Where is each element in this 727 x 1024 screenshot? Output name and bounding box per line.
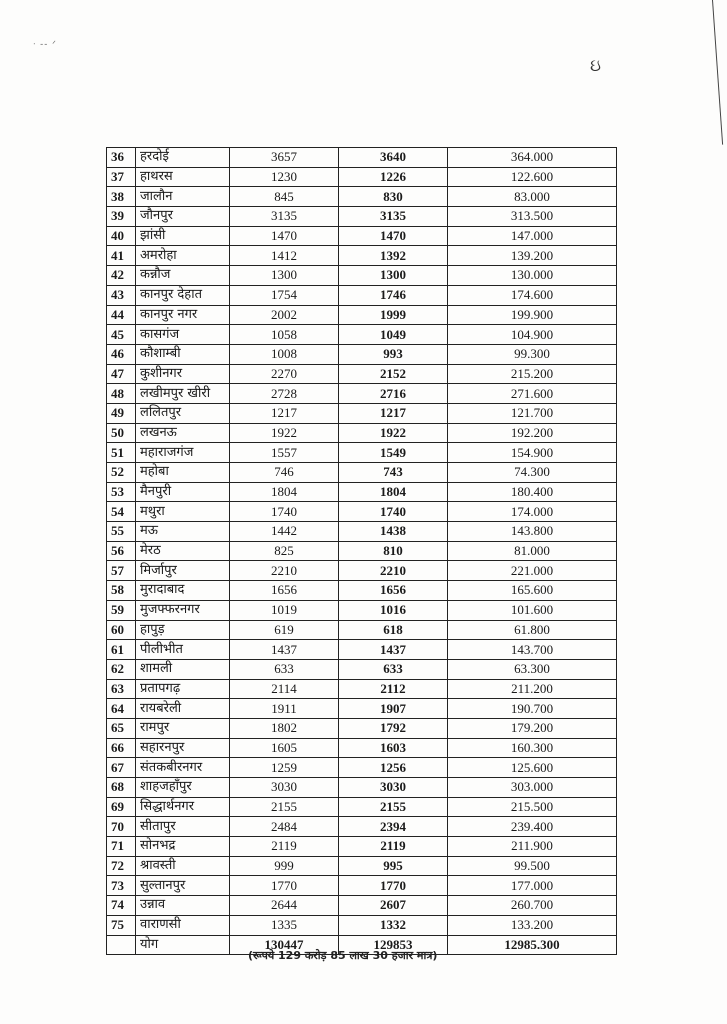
value-b-cell: 1603 [339,738,448,758]
value-b-cell: 618 [339,620,448,640]
table-row [107,246,617,266]
value-b-cell: 1438 [339,522,448,542]
serial-number-cell: 66 [107,738,136,758]
value-a-cell: 2155 [230,797,339,817]
serial-number-cell: 38 [107,187,136,207]
value-a-cell: 2484 [230,817,339,837]
value-b-cell: 1256 [339,758,448,778]
table-row [107,640,617,660]
district-name-cell: प्रतापगढ़ [136,679,230,699]
table-row [107,915,617,935]
serial-number-cell: 54 [107,502,136,522]
district-name-cell: हाथरस [136,167,230,187]
amount-cell: 83.000 [448,187,617,207]
value-b-cell: 1740 [339,502,448,522]
value-b-cell: 1804 [339,482,448,502]
serial-number-cell: 53 [107,482,136,502]
amount-cell: 61.800 [448,620,617,640]
table-row [107,876,617,896]
serial-number-cell: 50 [107,423,136,443]
value-a-cell: 2002 [230,305,339,325]
district-name-cell: जौनपुर [136,207,230,227]
district-name-cell: मैनपुरी [136,482,230,502]
serial-number-cell: 59 [107,600,136,620]
value-b-cell: 3030 [339,778,448,798]
table-row [107,167,617,187]
district-name-cell: मुरादाबाद [136,581,230,601]
amount-cell: 165.600 [448,581,617,601]
amount-cell: 147.000 [448,226,617,246]
value-a-cell: 2119 [230,837,339,857]
district-name-cell: झांसी [136,226,230,246]
district-name-cell: ललितपुर [136,403,230,423]
district-name-cell: शाहजहाँपुर [136,778,230,798]
value-a-cell: 1300 [230,266,339,286]
serial-number-cell: 63 [107,679,136,699]
table-row [107,758,617,778]
value-a-cell: 2210 [230,561,339,581]
table-row [107,325,617,345]
serial-number-cell: 56 [107,541,136,561]
value-a-cell: 1911 [230,699,339,719]
total-district-name-cell: योग [136,935,230,955]
serial-number-cell: 62 [107,659,136,679]
serial-number-cell: 73 [107,876,136,896]
value-b-cell: 1549 [339,443,448,463]
amount-cell: 221.000 [448,561,617,581]
table-row [107,581,617,601]
amount-cell: 211.200 [448,679,617,699]
table-row [107,148,617,168]
table-row [107,522,617,542]
value-a-cell: 746 [230,463,339,483]
serial-number-cell: 72 [107,856,136,876]
value-a-cell: 633 [230,659,339,679]
total-value-a-cell: 130447 [230,935,339,955]
amount-cell: 125.600 [448,758,617,778]
serial-number-cell: 70 [107,817,136,837]
serial-number-cell: 55 [107,522,136,542]
amount-cell: 215.500 [448,797,617,817]
table-row [107,207,617,227]
table-row [107,187,617,207]
district-name-cell: सहारनपुर [136,738,230,758]
district-name-cell: शामली [136,659,230,679]
serial-number-cell: 42 [107,266,136,286]
table-row [107,344,617,364]
value-a-cell: 619 [230,620,339,640]
district-name-cell: सीतापुर [136,817,230,837]
serial-number-cell: 46 [107,344,136,364]
value-a-cell: 1470 [230,226,339,246]
district-name-cell: लखीमपुर खीरी [136,384,230,404]
value-b-cell: 2152 [339,364,448,384]
district-allocation-table [106,147,617,955]
district-name-cell: कुशीनगर [136,364,230,384]
value-b-cell: 1332 [339,915,448,935]
table-row [107,600,617,620]
value-a-cell: 1656 [230,581,339,601]
district-name-cell: संतकबीरनगर [136,758,230,778]
value-a-cell: 1442 [230,522,339,542]
district-name-cell: हरदोई [136,148,230,168]
district-name-cell: रायबरेली [136,699,230,719]
amount-cell: 154.900 [448,443,617,463]
table-row [107,817,617,837]
value-b-cell: 743 [339,463,448,483]
value-b-cell: 1470 [339,226,448,246]
table-row [107,423,617,443]
value-b-cell: 3640 [339,148,448,168]
district-name-cell: जालौन [136,187,230,207]
value-b-cell: 2210 [339,561,448,581]
serial-number-cell: 44 [107,305,136,325]
district-name-cell: अमरोहा [136,246,230,266]
value-a-cell: 2728 [230,384,339,404]
serial-number-cell: 61 [107,640,136,660]
total-value-b-cell: 129853 [339,935,448,955]
amount-cell: 160.300 [448,738,617,758]
value-a-cell: 1605 [230,738,339,758]
value-a-cell: 1019 [230,600,339,620]
value-a-cell: 1770 [230,876,339,896]
district-name-cell: मऊ [136,522,230,542]
serial-number-cell: 40 [107,226,136,246]
table-row [107,738,617,758]
amount-cell: 139.200 [448,246,617,266]
district-name-cell: महोबा [136,463,230,483]
amount-cell: 130.000 [448,266,617,286]
value-a-cell: 1802 [230,718,339,738]
value-a-cell: 1437 [230,640,339,660]
serial-number-cell: 69 [107,797,136,817]
serial-number-cell: 75 [107,915,136,935]
value-a-cell: 1008 [230,344,339,364]
amount-cell: 211.900 [448,837,617,857]
total-serial-number-cell [107,935,136,955]
district-name-cell: मिर्जापुर [136,561,230,581]
value-b-cell: 1746 [339,285,448,305]
district-name-cell: सोनभद्र [136,837,230,857]
serial-number-cell: 68 [107,778,136,798]
value-a-cell: 3030 [230,778,339,798]
table-row [107,679,617,699]
value-b-cell: 2607 [339,896,448,916]
serial-number-cell: 47 [107,364,136,384]
district-name-cell: मुजफ्फरनगर [136,600,230,620]
table-row [107,541,617,561]
district-name-cell: कानपुर देहात [136,285,230,305]
serial-number-cell: 41 [107,246,136,266]
amount-cell: 180.400 [448,482,617,502]
amount-cell: 101.600 [448,600,617,620]
value-b-cell: 1437 [339,640,448,660]
value-b-cell: 1016 [339,600,448,620]
serial-number-cell: 39 [107,207,136,227]
amount-cell: 99.500 [448,856,617,876]
table-row [107,364,617,384]
total-amount-cell: 12985.300 [448,935,617,955]
table-row [107,502,617,522]
value-a-cell: 1058 [230,325,339,345]
value-b-cell: 2119 [339,837,448,857]
serial-number-cell: 45 [107,325,136,345]
value-b-cell: 830 [339,187,448,207]
total-amount-note: (रूपये 129 करोड़ 85 लाख 30 हजार मात्र) [248,949,438,962]
amount-cell: 271.600 [448,384,617,404]
value-b-cell: 1792 [339,718,448,738]
value-b-cell: 810 [339,541,448,561]
district-name-cell: लखनऊ [136,423,230,443]
table-row [107,384,617,404]
table-row [107,856,617,876]
value-b-cell: 1300 [339,266,448,286]
serial-number-cell: 60 [107,620,136,640]
serial-number-cell: 71 [107,837,136,857]
serial-number-cell: 67 [107,758,136,778]
amount-cell: 313.500 [448,207,617,227]
value-b-cell: 1922 [339,423,448,443]
value-a-cell: 1412 [230,246,339,266]
district-name-cell: रामपुर [136,718,230,738]
amount-cell: 190.700 [448,699,617,719]
amount-cell: 260.700 [448,896,617,916]
value-b-cell: 995 [339,856,448,876]
serial-number-cell: 52 [107,463,136,483]
district-name-cell: कौशाम्बी [136,344,230,364]
table-row [107,620,617,640]
value-a-cell: 1217 [230,403,339,423]
amount-cell: 179.200 [448,718,617,738]
value-a-cell: 2270 [230,364,339,384]
district-name-cell: सुल्तानपुर [136,876,230,896]
serial-number-cell: 65 [107,718,136,738]
amount-cell: 174.000 [448,502,617,522]
table-row [107,896,617,916]
table-row [107,443,617,463]
table-row [107,778,617,798]
value-b-cell: 1049 [339,325,448,345]
value-a-cell: 3657 [230,148,339,168]
table-row [107,285,617,305]
value-b-cell: 1656 [339,581,448,601]
value-a-cell: 1740 [230,502,339,522]
district-name-cell: मथुरा [136,502,230,522]
table-row [107,305,617,325]
amount-cell: 143.700 [448,640,617,660]
table-row [107,718,617,738]
value-a-cell: 1804 [230,482,339,502]
district-name-cell: पीलीभीत [136,640,230,660]
table-row [107,482,617,502]
value-b-cell: 2155 [339,797,448,817]
amount-cell: 192.200 [448,423,617,443]
serial-number-cell: 57 [107,561,136,581]
amount-cell: 63.300 [448,659,617,679]
table-row [107,699,617,719]
district-name-cell: वाराणसी [136,915,230,935]
page-edge-line [712,0,723,145]
value-a-cell: 2114 [230,679,339,699]
amount-cell: 99.300 [448,344,617,364]
amount-cell: 215.200 [448,364,617,384]
value-a-cell: 2644 [230,896,339,916]
serial-number-cell: 36 [107,148,136,168]
value-b-cell: 2394 [339,817,448,837]
value-a-cell: 3135 [230,207,339,227]
value-a-cell: 1922 [230,423,339,443]
value-b-cell: 2112 [339,679,448,699]
page-number-mark: ઇ [590,56,601,76]
value-b-cell: 2716 [339,384,448,404]
amount-cell: 177.000 [448,876,617,896]
value-b-cell: 1226 [339,167,448,187]
amount-cell: 303.000 [448,778,617,798]
table-row [107,561,617,581]
table-row [107,797,617,817]
value-b-cell: 3135 [339,207,448,227]
scan-speck: ᐧ ‐‐ ᐟ [33,40,57,50]
serial-number-cell: 37 [107,167,136,187]
table-row [107,463,617,483]
value-b-cell: 1392 [339,246,448,266]
district-name-cell: श्रावस्ती [136,856,230,876]
value-b-cell: 993 [339,344,448,364]
value-a-cell: 845 [230,187,339,207]
amount-cell: 122.600 [448,167,617,187]
district-name-cell: कन्नौज [136,266,230,286]
amount-cell: 199.900 [448,305,617,325]
district-name-cell: मेरठ [136,541,230,561]
serial-number-cell: 48 [107,384,136,404]
value-a-cell: 1335 [230,915,339,935]
table-row [107,659,617,679]
serial-number-cell: 49 [107,403,136,423]
amount-cell: 81.000 [448,541,617,561]
amount-cell: 121.700 [448,403,617,423]
district-name-cell: सिद्धार्थनगर [136,797,230,817]
amount-cell: 104.900 [448,325,617,345]
value-a-cell: 1259 [230,758,339,778]
amount-cell: 239.400 [448,817,617,837]
amount-cell: 174.600 [448,285,617,305]
value-b-cell: 1217 [339,403,448,423]
table-row [107,837,617,857]
district-name-cell: महाराजगंज [136,443,230,463]
district-name-cell: कानपुर नगर [136,305,230,325]
value-b-cell: 1999 [339,305,448,325]
district-name-cell: उन्नाव [136,896,230,916]
serial-number-cell: 43 [107,285,136,305]
amount-cell: 133.200 [448,915,617,935]
value-a-cell: 1230 [230,167,339,187]
value-a-cell: 1557 [230,443,339,463]
serial-number-cell: 58 [107,581,136,601]
value-b-cell: 1907 [339,699,448,719]
amount-cell: 74.300 [448,463,617,483]
serial-number-cell: 64 [107,699,136,719]
district-name-cell: कासगंज [136,325,230,345]
table-row [107,403,617,423]
table-row [107,226,617,246]
serial-number-cell: 74 [107,896,136,916]
value-b-cell: 633 [339,659,448,679]
amount-cell: 364.000 [448,148,617,168]
amount-cell: 143.800 [448,522,617,542]
table-row [107,266,617,286]
district-name-cell: हापुड़ [136,620,230,640]
value-a-cell: 999 [230,856,339,876]
serial-number-cell: 51 [107,443,136,463]
value-b-cell: 1770 [339,876,448,896]
table-body [107,148,617,955]
value-a-cell: 825 [230,541,339,561]
value-a-cell: 1754 [230,285,339,305]
